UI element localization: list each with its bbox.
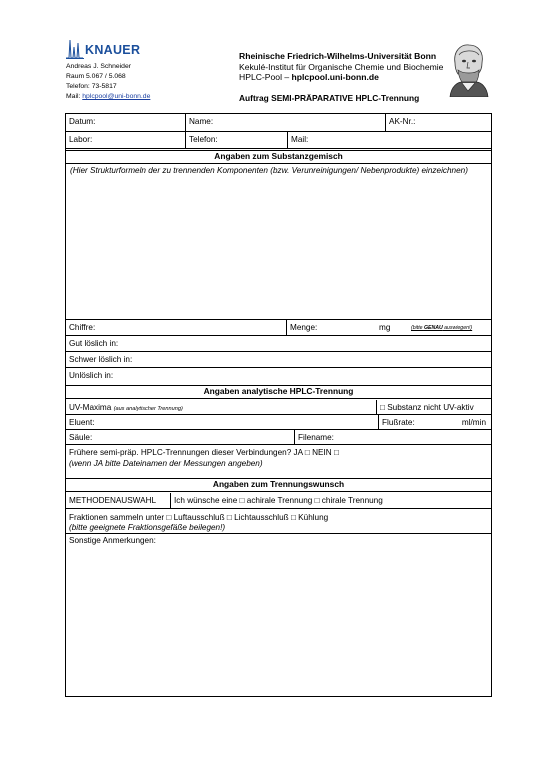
ak-nr-field[interactable]: AK-Nr.:: [385, 114, 491, 131]
structure-drawing-area[interactable]: [66, 165, 491, 320]
remarks-area[interactable]: [66, 534, 491, 696]
menge-label: Menge:: [290, 323, 318, 332]
row-datum: [66, 114, 491, 132]
labor-field[interactable]: Labor:: [69, 135, 93, 144]
remarks-label: Sonstige Anmerkungen:: [69, 536, 156, 545]
row-method: [66, 493, 491, 509]
row-saeule: [66, 430, 491, 445]
flussrate-field[interactable]: [378, 415, 491, 429]
contact-block: [66, 62, 150, 102]
pool-url[interactable]: hplcpool.uni-bonn.de: [291, 72, 379, 83]
pool-line: [239, 72, 443, 83]
name-field[interactable]: Name:: [185, 114, 385, 131]
row-earlier-separations[interactable]: [66, 445, 491, 473]
knauer-logo: [66, 38, 148, 60]
contact-room: Raum 5.067 / 5.068: [66, 73, 126, 80]
section-separation-header: Angaben zum Trennungswunsch: [66, 478, 491, 492]
fractions-options: Fraktionen sammeln unter □ Luftausschluß □ Lichtausschluß □ Kühlung: [69, 513, 329, 522]
saeule-field[interactable]: Säule:: [69, 433, 93, 442]
section-analytic-header: Angaben analytische HPLC-Trennung: [66, 385, 491, 399]
row-fractions[interactable]: [66, 509, 491, 534]
university-name: Rheinische Friedrich-Wilhelms-Universität Bonn: [239, 51, 437, 61]
fractions-hint: (bitte geeignete Fraktionsgefäße beilegen!): [69, 523, 226, 532]
schwer-loeslich-label: Schwer löslich in:: [69, 355, 133, 364]
earlier-hint: (wenn JA bitte Dateinamen der Messungen angeben): [69, 459, 263, 468]
filename-field[interactable]: Filename:: [294, 430, 491, 444]
unloeslich-label: Unlöslich in:: [69, 371, 114, 380]
datum-field[interactable]: Datum:: [69, 117, 96, 126]
method-choice[interactable]: Ich wünsche eine □ achirale Trennung □ chirale Trennung: [170, 493, 491, 508]
gut-loeslich-label: Gut löslich in:: [69, 339, 119, 348]
uv-inactive-checkbox[interactable]: □ Substanz nicht UV-aktiv: [376, 400, 491, 414]
row-uv-maxima: [66, 400, 491, 415]
eluent-field[interactable]: Eluent:: [69, 418, 95, 427]
mail-field[interactable]: Mail:: [287, 132, 491, 148]
kekule-portrait-image: [447, 41, 489, 97]
pool-prefix: HPLC-Pool –: [239, 72, 292, 83]
row-schwer-loeslich[interactable]: [66, 352, 491, 368]
mg-unit: mg: [379, 323, 391, 332]
order-form: [65, 113, 492, 697]
chiffre-field[interactable]: Chiffre:: [69, 323, 96, 332]
flussrate-label: Flußrate:: [382, 418, 415, 427]
chromatogram-icon: [66, 38, 86, 60]
uv-maxima-label: UV-Maxima: [69, 403, 112, 412]
mail-link[interactable]: hplcpool@uni-bonn.de: [82, 93, 151, 100]
row-chiffre: [66, 320, 491, 336]
contact-phone: Telefon: 73-5817: [66, 83, 117, 90]
contact-name: Andreas J. Schneider: [66, 63, 131, 70]
institute-name: Kekulé-Institut für Organische Chemie und Biochemie: [239, 61, 444, 72]
institution-block: [239, 51, 443, 83]
row-unloeslich[interactable]: [66, 368, 491, 384]
menge-hint: (bitte GENAU auswiegen!): [411, 325, 473, 331]
telefon-field[interactable]: Telefon:: [185, 132, 287, 148]
section-substance-header: Angaben zum Substanzgemisch: [66, 150, 491, 164]
order-title: Auftrag SEMI-PRÄPARATIVE HPLC-Trennung: [239, 93, 420, 103]
contact-mail: [66, 92, 150, 102]
menge-field[interactable]: [286, 320, 491, 335]
structure-hint: (Hier Strukturformeln der zu trennenden Komponenten (bzw. Verunreinigungen/ Nebenprodukte) einzeichnen): [70, 166, 468, 175]
ml-min-unit: ml/min: [461, 418, 486, 427]
row-labor: [66, 132, 491, 149]
logo-text: KNAUER: [85, 43, 141, 57]
row-eluent: [66, 415, 491, 430]
earlier-question: Frühere semi-präp. HPLC-Trennungen dieser Verbindungen? JA □ NEIN □: [69, 448, 339, 457]
row-gut-loeslich[interactable]: [66, 336, 491, 352]
uv-maxima-hint: (aus analytischer Trennung): [113, 406, 183, 412]
method-label: METHODENAUSWAHL: [69, 496, 157, 505]
uv-maxima-field[interactable]: [66, 400, 376, 414]
mail-label: Mail:: [66, 93, 83, 100]
